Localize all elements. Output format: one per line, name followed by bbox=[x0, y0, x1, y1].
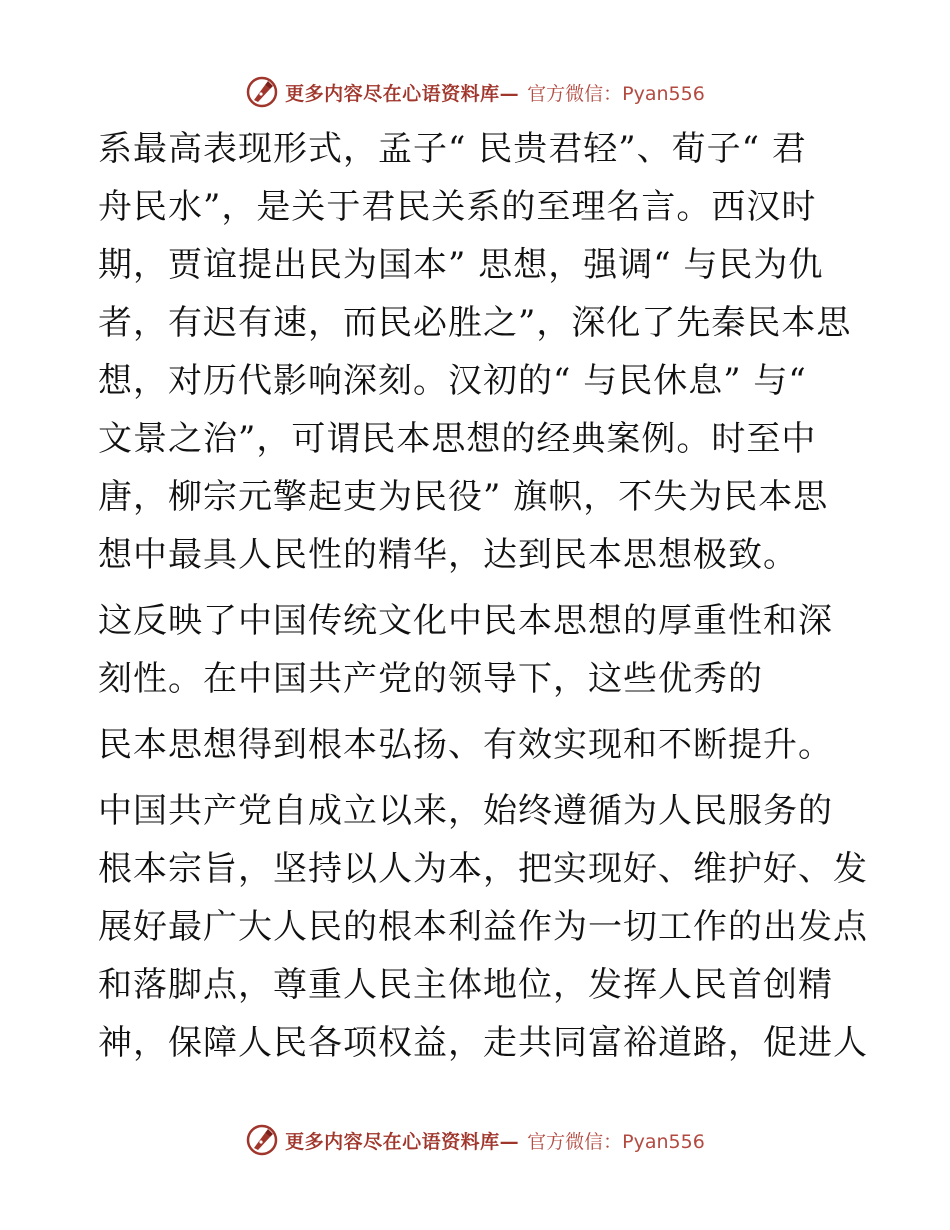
paragraph-3 bbox=[98, 716, 858, 774]
text-line: 神，保障人民各项权益，走共同富裕道路，促进人 bbox=[98, 1023, 868, 1063]
paragraph-4 bbox=[98, 782, 868, 1072]
text-line: 民本思想得到根本弘扬、有效实现和不断提升。 bbox=[98, 725, 833, 765]
text-line: 系最高表现形式，孟子“ 民贵君轻”、荀子“ 君 bbox=[98, 129, 807, 169]
footer-wechat: 官方微信：Pyan556 bbox=[527, 1130, 705, 1153]
text-line: 舟民水”，是关于君民关系的至理名言。西汉时 bbox=[98, 187, 817, 227]
document-body bbox=[98, 120, 868, 1072]
text-line: 想中最具人民性的精华，达到民本思想极致。 bbox=[98, 535, 798, 575]
text-line: 唐，柳宗元擎起吏为民役” 旗帜，不失为民本思 bbox=[98, 477, 829, 517]
text-line: 想，对历代影响深刻。汉初的“ 与民休息” 与“ bbox=[98, 361, 807, 401]
text-line: 根本宗旨，坚持以人为本，把实现好、维护好、发 bbox=[98, 849, 868, 889]
text-line: 文景之治”，可谓民本思想的经典案例。时至中 bbox=[98, 419, 817, 459]
header-slogan: 更多内容尽在心语资料库— bbox=[285, 82, 520, 105]
footer-slogan: 更多内容尽在心语资料库— bbox=[285, 1130, 520, 1153]
pen-nib-logo-icon bbox=[245, 1123, 279, 1157]
text-line: 和落脚点，尊重人民主体地位，发挥人民首创精 bbox=[98, 965, 833, 1005]
text-line: 刻性。在中国共产党的领导下，这些优秀的 bbox=[98, 659, 763, 699]
header-wechat: 官方微信：Pyan556 bbox=[527, 82, 705, 105]
text-line: 展好最广大人民的根本利益作为一切工作的出发点 bbox=[98, 907, 868, 947]
footer-banner bbox=[0, 1120, 950, 1160]
text-line: 者，有迟有速，而民必胜之”，深化了先秦民本思 bbox=[98, 303, 852, 343]
paragraph-2 bbox=[98, 592, 858, 708]
header-banner bbox=[0, 72, 950, 112]
paragraph-1 bbox=[98, 120, 858, 584]
text-line: 中国共产党自成立以来，始终遵循为人民服务的 bbox=[98, 791, 833, 831]
pen-nib-logo-icon bbox=[245, 75, 279, 109]
text-line: 这反映了中国传统文化中民本思想的厚重性和深 bbox=[98, 601, 833, 641]
text-line: 期，贾谊提出民为国本” 思想，强调“ 与民为仇 bbox=[98, 245, 824, 285]
